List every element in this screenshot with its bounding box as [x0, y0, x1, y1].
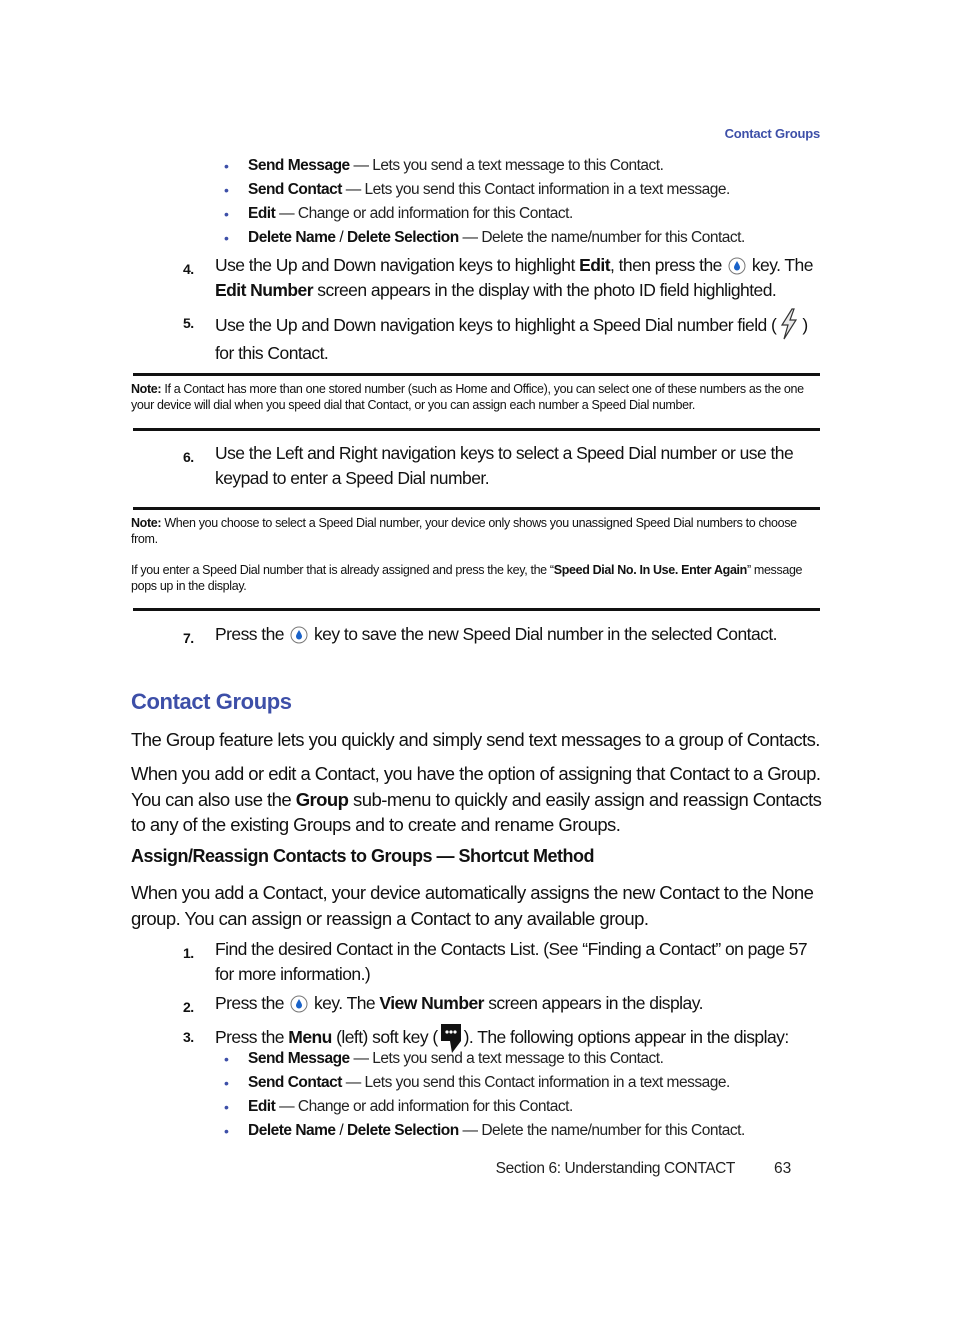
step-text: [215, 307, 823, 366]
option-label: Send Message: [248, 157, 350, 174]
step-b2: [183, 991, 823, 1016]
paragraph: The Group feature lets you quickly and simply send text messages to a group of Contacts.: [131, 729, 820, 750]
list-item: [222, 178, 745, 202]
option-label: Delete Name: [248, 1122, 336, 1139]
step-text-part: ). The following options appear in the display:: [463, 1027, 789, 1047]
paragraph-text: sub-menu to quickly and easily assign and reassign Contacts to any of the existing Groups and to create and rename Groups.: [131, 788, 822, 835]
option-desc: — Lets you send this Contact information in a text message.: [341, 1074, 730, 1091]
paragraph: [131, 761, 826, 838]
option-separator: /: [335, 1122, 347, 1139]
step-text-part: , then press the: [609, 255, 722, 275]
step-text-part: screen appears in the display with the photo ID field highlighted.: [313, 279, 777, 300]
step-bold: Menu: [288, 1027, 332, 1047]
step-text-part: (left) soft key (: [331, 1027, 438, 1047]
subheading: Assign/Reassign Contacts to Groups — Shortcut Method: [131, 846, 595, 866]
list-item: [222, 1095, 745, 1119]
bullet-icon: •: [224, 1123, 229, 1139]
option-desc: — Delete the name/number for this Contact.: [458, 229, 745, 246]
step-7: [183, 622, 823, 647]
step-bold: Edit: [579, 255, 610, 275]
step-text-part: ) for this Contact.: [215, 315, 808, 363]
list-item: [222, 154, 745, 178]
ok-key-icon: [290, 995, 308, 1013]
note-text: ” message pops up in the display.: [131, 563, 803, 593]
step-number: 6.: [183, 449, 194, 465]
option-label: Edit: [248, 205, 276, 222]
paragraph-bold: Group: [295, 788, 349, 810]
note-text: When you choose to select a Speed Dial number, your device only shows you unassigned Speed Dial numbers to choose from.: [131, 516, 797, 546]
step-number: 7.: [183, 630, 194, 646]
list-item: [222, 1071, 745, 1095]
step-number: 4.: [183, 261, 194, 277]
paragraph: When you add a Contact, your device automatically assigns the new Contact to the None group. You can assign or reassign a Contact to any available group.: [131, 882, 814, 929]
bullet-icon: •: [224, 1099, 229, 1115]
divider: [133, 507, 820, 510]
bullet-icon: •: [224, 206, 229, 222]
option-desc: — Lets you send a text message to this Contact.: [349, 157, 664, 174]
step-text-part: key. The: [751, 255, 813, 275]
option-label: Send Contact: [248, 181, 342, 198]
list-item: [222, 226, 745, 250]
step-text-part: Use the Up and Down navigation keys to highlight: [215, 255, 580, 275]
step-6: [183, 441, 823, 490]
step-text: Find the desired Contact in the Contacts List. (See “Finding a Contact” on page 57 for more information.): [215, 939, 808, 984]
running-head: Contact Groups: [724, 126, 820, 141]
ok-key-icon: [728, 257, 746, 275]
step-bold: View Number: [379, 993, 484, 1013]
step-text: [215, 991, 823, 1016]
bullet-icon: •: [224, 230, 229, 246]
option-separator: /: [335, 229, 347, 246]
step-5: [183, 307, 823, 366]
step-number: 3.: [183, 1029, 194, 1045]
list-item: [222, 202, 745, 226]
paragraph-text: When you add or edit a Contact, you have the option of assigning that Contact to a Group. You can also use the: [131, 763, 821, 810]
note-label: Note:: [131, 516, 162, 530]
step-number: 5.: [183, 315, 194, 331]
speed-dial-icon: [776, 307, 802, 341]
option-desc: — Delete the name/number for this Contact.: [458, 1122, 745, 1139]
list-item: [222, 1047, 745, 1071]
step-text-part: Use the Up and Down navigation keys to highlight a Speed Dial number field (: [215, 315, 777, 335]
divider: [133, 428, 820, 431]
divider: [133, 373, 820, 376]
option-desc: — Lets you send a text message to this Contact.: [349, 1050, 664, 1067]
bullet-icon: •: [224, 182, 229, 198]
step-number: 2.: [183, 999, 194, 1015]
ok-key-icon: [290, 626, 308, 644]
list-item: [222, 1119, 745, 1143]
option-label-2: Delete Selection: [346, 229, 459, 246]
section-title: Contact Groups: [131, 689, 292, 714]
option-desc: — Change or add information for this Contact.: [275, 205, 573, 222]
step-4: [183, 253, 823, 302]
step-text: [215, 253, 823, 302]
step-text-part: key. The: [313, 993, 380, 1013]
step-text-part: Press the: [215, 624, 284, 644]
options-list-top: [222, 154, 745, 250]
footer-section: Section 6: Understanding CONTACT: [495, 1160, 735, 1177]
bullet-icon: •: [224, 1075, 229, 1091]
page-number: 63: [774, 1160, 792, 1177]
step-text-part: screen appears in the display.: [483, 993, 703, 1013]
option-label: Edit: [248, 1098, 276, 1115]
step-text-part: key to save the new Speed Dial number in the selected Contact.: [313, 624, 777, 644]
divider: [133, 608, 820, 611]
option-desc: — Lets you send this Contact information in a text message.: [341, 181, 730, 198]
option-label: Send Message: [248, 1050, 350, 1067]
step-text: Use the Left and Right navigation keys to select a Speed Dial number or use the keypad to enter a Speed Dial number.: [215, 443, 794, 488]
option-desc: — Change or add information for this Contact.: [275, 1098, 573, 1115]
note-text: If you enter a Speed Dial number that is already assigned and press the key, the “: [131, 563, 554, 577]
note-label: Note:: [131, 382, 162, 396]
step-b1: [183, 937, 823, 986]
bullet-icon: •: [224, 158, 229, 174]
step-number: 1.: [183, 945, 194, 961]
note-bold: Speed Dial No. In Use. Enter Again: [553, 563, 747, 577]
option-label: Delete Name: [248, 229, 336, 246]
options-list-bottom: [222, 1047, 745, 1143]
note-box: [131, 382, 821, 413]
step-text-part: Press the: [215, 1027, 289, 1047]
note-text: If a Contact has more than one stored number (such as Home and Office), you can select one of these numbers as the one your device will dial when you speed dial that Contact, or you can assign each number a Speed Dial number.: [131, 382, 804, 412]
option-label-2: Delete Selection: [346, 1122, 459, 1139]
bullet-icon: •: [224, 1051, 229, 1067]
step-bold: Edit Number: [215, 279, 313, 300]
option-label: Send Contact: [248, 1074, 342, 1091]
step-text: [215, 622, 823, 647]
note-box: [131, 516, 821, 594]
step-text-part: Press the: [215, 993, 284, 1013]
